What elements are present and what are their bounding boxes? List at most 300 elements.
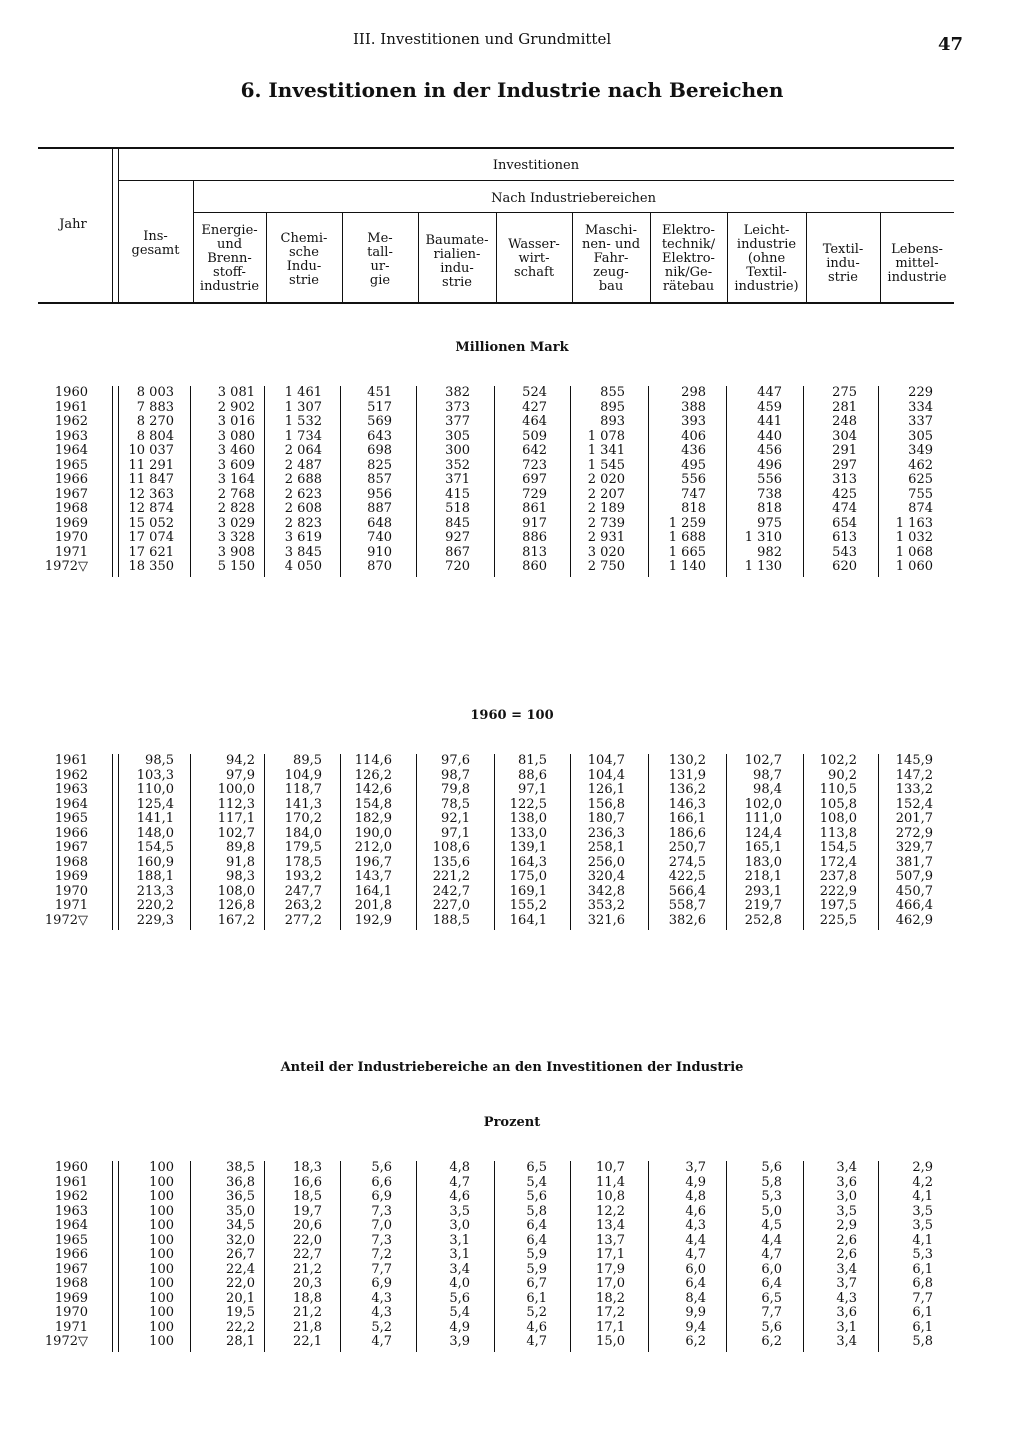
table-cell: 6,5 bbox=[526, 1160, 547, 1175]
table-cell: 15,0 bbox=[596, 1334, 625, 1349]
table-cell: 861 bbox=[522, 501, 547, 516]
table-cell: 6,4 bbox=[761, 1276, 782, 1291]
table-cell: 5,3 bbox=[761, 1189, 782, 1204]
table-cell: 3,5 bbox=[836, 1203, 857, 1219]
table-cell: 242,7 bbox=[432, 883, 470, 899]
table-cell: 139,1 bbox=[509, 840, 547, 855]
table-cell: 4,1 bbox=[912, 1189, 933, 1204]
table-cell: 887 bbox=[367, 501, 392, 516]
table-cell: 556 bbox=[681, 472, 706, 487]
table-cell: 321,6 bbox=[587, 912, 625, 928]
table-cell: 105,8 bbox=[819, 796, 857, 812]
table-cell: 5,9 bbox=[526, 1261, 547, 1277]
row-year: 1967 bbox=[54, 1261, 88, 1277]
table-cell: 422,5 bbox=[668, 869, 706, 884]
table-cell: 6,4 bbox=[685, 1276, 706, 1291]
table-cell: 8 003 bbox=[136, 385, 174, 400]
table-cell: 2 020 bbox=[587, 472, 625, 487]
table-row bbox=[0, 899, 1024, 913]
table-cell: 138,0 bbox=[509, 811, 547, 826]
table-cell: 112,3 bbox=[217, 796, 255, 812]
table-cell: 740 bbox=[367, 530, 392, 545]
table-cell: 5,8 bbox=[526, 1203, 547, 1219]
table-cell: 371 bbox=[445, 472, 470, 487]
table-cell: 895 bbox=[600, 399, 625, 415]
table-cell: 100 bbox=[149, 1305, 174, 1320]
column-header: Textil- indu- strie bbox=[822, 242, 864, 285]
table-cell: 329,7 bbox=[895, 840, 933, 855]
table-cell: 462,9 bbox=[895, 912, 933, 928]
table-cell: 21,2 bbox=[293, 1305, 322, 1320]
column-header: Energie- und Brenn- stoff- industrie bbox=[199, 223, 260, 294]
table-cell: 4,6 bbox=[449, 1189, 470, 1204]
table-cell: 613 bbox=[832, 530, 857, 545]
table-cell: 180,7 bbox=[587, 811, 625, 826]
table-cell: 6,4 bbox=[526, 1232, 547, 1248]
table-row bbox=[0, 754, 1024, 768]
table-cell: 3,0 bbox=[836, 1189, 857, 1204]
table-cell: 4,3 bbox=[371, 1305, 392, 1320]
table-cell: 222,9 bbox=[819, 883, 857, 899]
table-cell: 113,8 bbox=[819, 825, 857, 841]
table-cell: 3 081 bbox=[217, 385, 255, 400]
row-year: 1965 bbox=[54, 1232, 88, 1248]
table-cell: 17 621 bbox=[128, 544, 174, 560]
header-jahr: Jahr bbox=[59, 217, 87, 232]
table-cell: 2 931 bbox=[587, 530, 625, 545]
table-cell: 388 bbox=[681, 399, 706, 415]
table-cell: 10 037 bbox=[128, 443, 174, 458]
table-row bbox=[0, 560, 1024, 574]
table-cell: 13,7 bbox=[596, 1232, 625, 1248]
table-cell: 298 bbox=[681, 385, 706, 400]
table-cell: 110,0 bbox=[136, 782, 174, 797]
header-investitionen: Investitionen bbox=[492, 158, 580, 173]
table-cell: 415 bbox=[445, 486, 470, 502]
table-cell: 104,4 bbox=[587, 767, 625, 783]
table-cell: 5,9 bbox=[526, 1247, 547, 1262]
table-cell: 697 bbox=[522, 472, 547, 487]
table-cell: 4,7 bbox=[449, 1174, 470, 1190]
table-cell: 738 bbox=[757, 486, 782, 502]
table-cell: 377 bbox=[445, 414, 470, 429]
table-cell: 393 bbox=[681, 414, 706, 429]
table-cell: 36,8 bbox=[226, 1174, 255, 1190]
table-cell: 148,0 bbox=[136, 825, 174, 841]
table-cell: 3 908 bbox=[217, 544, 255, 560]
table-cell: 1 341 bbox=[587, 443, 625, 458]
table-row bbox=[0, 769, 1024, 783]
table-cell: 3 460 bbox=[217, 443, 255, 458]
table-cell: 4,7 bbox=[761, 1247, 782, 1262]
table-cell: 874 bbox=[908, 501, 933, 516]
table-cell: 313 bbox=[832, 472, 857, 487]
running-head: III. Investitionen und Grundmittel bbox=[353, 30, 612, 48]
header-nach-bereichen: Nach Industriebereichen bbox=[491, 191, 656, 206]
table-cell: 201,7 bbox=[895, 811, 933, 826]
table-cell: 2,9 bbox=[836, 1218, 857, 1233]
table-cell: 108,6 bbox=[432, 840, 470, 855]
table-cell: 291 bbox=[832, 443, 857, 458]
table-cell: 3,5 bbox=[912, 1218, 933, 1233]
table-cell: 320,4 bbox=[587, 869, 625, 884]
table-cell: 165,1 bbox=[744, 840, 782, 855]
table-row bbox=[0, 856, 1024, 870]
table-cell: 4,0 bbox=[449, 1276, 470, 1291]
table-cell: 2 487 bbox=[284, 457, 322, 473]
table-cell: 3 020 bbox=[587, 544, 625, 560]
table-cell: 102,7 bbox=[744, 753, 782, 768]
row-year: 1972▽ bbox=[44, 559, 88, 574]
table-cell: 277,2 bbox=[284, 912, 322, 928]
table-cell: 22,0 bbox=[293, 1232, 322, 1248]
table-cell: 100 bbox=[149, 1203, 174, 1219]
table-cell: 196,7 bbox=[354, 854, 392, 870]
row-year: 1962 bbox=[54, 414, 88, 429]
table-row bbox=[0, 517, 1024, 531]
row-year: 1970 bbox=[54, 530, 88, 545]
table-row bbox=[0, 914, 1024, 928]
table-cell: 155,2 bbox=[509, 898, 547, 913]
table-cell: 247,7 bbox=[284, 883, 322, 899]
table-cell: 6,7 bbox=[526, 1276, 547, 1291]
table-cell: 2,9 bbox=[912, 1160, 933, 1175]
row-year: 1969 bbox=[54, 869, 88, 884]
table-cell: 97,6 bbox=[441, 753, 470, 768]
table-cell: 104,7 bbox=[587, 753, 625, 768]
table-cell: 130,2 bbox=[668, 753, 706, 768]
table-cell: 90,2 bbox=[828, 767, 857, 783]
table-cell: 518 bbox=[445, 501, 470, 516]
table-cell: 38,5 bbox=[226, 1160, 255, 1175]
table-cell: 78,5 bbox=[441, 796, 470, 812]
table-cell: 4,9 bbox=[685, 1174, 706, 1190]
table-cell: 334 bbox=[908, 399, 933, 415]
table-cell: 3 164 bbox=[217, 472, 255, 487]
column-header: Maschi- nen- und Fahr- zeug- bau bbox=[581, 223, 641, 294]
table-cell: 133,0 bbox=[509, 825, 547, 841]
table-cell: 6,8 bbox=[912, 1276, 933, 1291]
table-cell: 172,4 bbox=[819, 854, 857, 870]
table-cell: 10,8 bbox=[596, 1189, 625, 1204]
row-year: 1964 bbox=[54, 1218, 88, 1233]
table-cell: 818 bbox=[757, 501, 782, 516]
table-cell: 167,2 bbox=[217, 912, 255, 928]
table-cell: 188,5 bbox=[432, 912, 470, 928]
table-row bbox=[0, 812, 1024, 826]
table-cell: 436 bbox=[681, 443, 706, 458]
table-cell: 98,7 bbox=[441, 767, 470, 783]
table-cell: 1 307 bbox=[284, 399, 322, 415]
table-cell: 229 bbox=[908, 385, 933, 400]
table-cell: 143,7 bbox=[354, 869, 392, 884]
table-cell: 4,4 bbox=[761, 1232, 782, 1248]
table-cell: 3,1 bbox=[449, 1247, 470, 1262]
table-cell: 100 bbox=[149, 1189, 174, 1204]
column-header: Me- tall- ur- gie bbox=[367, 231, 393, 288]
table-cell: 507,9 bbox=[895, 869, 933, 884]
table-row bbox=[0, 1161, 1024, 1175]
table-cell: 11 291 bbox=[128, 457, 174, 473]
table-cell: 517 bbox=[367, 399, 392, 415]
table-cell: 188,1 bbox=[136, 869, 174, 884]
row-year: 1972▽ bbox=[44, 1334, 88, 1349]
table-cell: 154,5 bbox=[819, 840, 857, 855]
table-cell: 6,5 bbox=[761, 1290, 782, 1306]
table-cell: 910 bbox=[367, 544, 392, 560]
table-cell: 5,3 bbox=[912, 1247, 933, 1262]
table-cell: 12 874 bbox=[128, 501, 174, 516]
table-cell: 17,1 bbox=[596, 1247, 625, 1262]
table-cell: 3,5 bbox=[912, 1203, 933, 1219]
table-cell: 21,2 bbox=[293, 1261, 322, 1277]
table-cell: 9,9 bbox=[685, 1305, 706, 1320]
table-cell: 17,0 bbox=[596, 1276, 625, 1291]
table-cell: 975 bbox=[757, 515, 782, 531]
table-cell: 466,4 bbox=[895, 898, 933, 913]
table-cell: 18 350 bbox=[128, 559, 174, 574]
table-cell: 2 623 bbox=[284, 486, 322, 502]
table-cell: 36,5 bbox=[226, 1189, 255, 1204]
table-cell: 440 bbox=[757, 428, 782, 444]
table-row bbox=[0, 502, 1024, 516]
table-cell: 110,5 bbox=[819, 782, 857, 797]
table-cell: 8 270 bbox=[136, 414, 174, 429]
table-cell: 108,0 bbox=[819, 811, 857, 826]
table-cell: 184,0 bbox=[284, 825, 322, 841]
table-cell: 250,7 bbox=[668, 840, 706, 855]
table-cell: 19,5 bbox=[226, 1305, 255, 1320]
table-cell: 625 bbox=[908, 472, 933, 487]
table-cell: 17,1 bbox=[596, 1319, 625, 1335]
row-year: 1963 bbox=[54, 782, 88, 797]
table-row bbox=[0, 783, 1024, 797]
table-cell: 352 bbox=[445, 457, 470, 473]
table-cell: 179,5 bbox=[284, 840, 322, 855]
table-cell: 186,6 bbox=[668, 825, 706, 841]
table-cell: 108,0 bbox=[217, 883, 255, 899]
row-year: 1964 bbox=[54, 796, 88, 812]
table-cell: 164,1 bbox=[509, 912, 547, 928]
table-cell: 3,0 bbox=[449, 1218, 470, 1233]
table-cell: 3,1 bbox=[449, 1232, 470, 1248]
row-year: 1968 bbox=[54, 1276, 88, 1291]
row-year: 1967 bbox=[54, 486, 88, 502]
table-cell: 857 bbox=[367, 472, 392, 487]
row-year: 1964 bbox=[54, 443, 88, 458]
column-header: Baumate- rialien- indu- strie bbox=[425, 233, 489, 290]
table-cell: 20,6 bbox=[293, 1218, 322, 1233]
table-row bbox=[0, 488, 1024, 502]
row-year: 1961 bbox=[54, 753, 88, 768]
table-cell: 12 363 bbox=[128, 486, 174, 502]
table-cell: 236,3 bbox=[587, 825, 625, 841]
table-cell: 441 bbox=[757, 414, 782, 429]
table-cell: 118,7 bbox=[284, 782, 322, 797]
table-cell: 474 bbox=[832, 501, 857, 516]
table-cell: 7 883 bbox=[136, 399, 174, 415]
table-cell: 2 823 bbox=[284, 515, 322, 531]
header-investitionen-rule bbox=[118, 180, 954, 181]
table-cell: 524 bbox=[522, 385, 547, 400]
table-cell: 94,2 bbox=[226, 753, 255, 768]
table-cell: 146,3 bbox=[668, 796, 706, 812]
table-cell: 22,1 bbox=[293, 1334, 322, 1349]
table-cell: 100 bbox=[149, 1290, 174, 1306]
table-row bbox=[0, 531, 1024, 545]
table-cell: 201,8 bbox=[354, 898, 392, 913]
table-row bbox=[0, 1277, 1024, 1291]
table-cell: 353,2 bbox=[587, 898, 625, 913]
table-row bbox=[0, 401, 1024, 415]
table-cell: 956 bbox=[367, 486, 392, 502]
table-cell: 17,2 bbox=[596, 1305, 625, 1320]
table-cell: 3 619 bbox=[284, 530, 322, 545]
table-cell: 304 bbox=[832, 428, 857, 444]
row-year: 1961 bbox=[54, 399, 88, 415]
row-year: 1963 bbox=[54, 1203, 88, 1219]
table-cell: 6,1 bbox=[912, 1305, 933, 1320]
table-row bbox=[0, 1321, 1024, 1335]
row-year: 1969 bbox=[54, 515, 88, 531]
table-cell: 2 750 bbox=[587, 559, 625, 574]
table-cell: 406 bbox=[681, 428, 706, 444]
table-cell: 190,0 bbox=[354, 825, 392, 841]
table-cell: 4,3 bbox=[371, 1290, 392, 1306]
header-bereiche-rule bbox=[193, 212, 954, 213]
table-cell: 12,2 bbox=[596, 1203, 625, 1219]
table-cell: 5,8 bbox=[761, 1174, 782, 1190]
table-cell: 4,8 bbox=[449, 1160, 470, 1175]
table-cell: 2 902 bbox=[217, 399, 255, 415]
table-cell: 1 665 bbox=[668, 544, 706, 560]
table-cell: 4,3 bbox=[685, 1218, 706, 1233]
table-cell: 305 bbox=[908, 428, 933, 444]
table-cell: 126,1 bbox=[587, 782, 625, 797]
table-row bbox=[0, 827, 1024, 841]
table-cell: 98,5 bbox=[145, 753, 174, 768]
table-cell: 893 bbox=[600, 414, 625, 429]
table-cell: 9,4 bbox=[685, 1319, 706, 1335]
table-cell: 18,5 bbox=[293, 1189, 322, 1204]
table-cell: 2 828 bbox=[217, 501, 255, 516]
section-label: Anteil der Industriebereiche an den Investitionen der Industrie bbox=[280, 1060, 744, 1075]
table-cell: 98,4 bbox=[753, 782, 782, 797]
table-cell: 178,5 bbox=[284, 854, 322, 870]
table-row bbox=[0, 546, 1024, 560]
table-cell: 5,0 bbox=[761, 1203, 782, 1219]
table-cell: 20,3 bbox=[293, 1276, 322, 1291]
table-cell: 133,2 bbox=[895, 782, 933, 797]
table-cell: 35,0 bbox=[226, 1203, 255, 1219]
table-cell: 164,3 bbox=[509, 854, 547, 870]
table-cell: 8,4 bbox=[685, 1290, 706, 1306]
table-row bbox=[0, 1306, 1024, 1320]
table-row bbox=[0, 415, 1024, 429]
row-year: 1971 bbox=[54, 544, 88, 560]
table-cell: 447 bbox=[757, 385, 782, 400]
table-cell: 19,7 bbox=[293, 1203, 322, 1219]
table-cell: 860 bbox=[522, 559, 547, 574]
table-cell: 160,9 bbox=[136, 854, 174, 870]
row-year: 1971 bbox=[54, 1319, 88, 1335]
table-cell: 272,9 bbox=[895, 825, 933, 841]
table-row bbox=[0, 430, 1024, 444]
table-cell: 867 bbox=[445, 544, 470, 560]
table-cell: 100,0 bbox=[217, 782, 255, 797]
table-cell: 3,5 bbox=[449, 1203, 470, 1219]
row-year: 1971 bbox=[54, 898, 88, 913]
table-cell: 4,8 bbox=[685, 1189, 706, 1204]
table-cell: 1 532 bbox=[284, 414, 322, 429]
table-cell: 7,2 bbox=[371, 1247, 392, 1262]
table-cell: 4,3 bbox=[836, 1290, 857, 1306]
table-cell: 21,8 bbox=[293, 1319, 322, 1335]
table-cell: 252,8 bbox=[744, 912, 782, 928]
table-cell: 92,1 bbox=[441, 811, 470, 826]
row-year: 1965 bbox=[54, 457, 88, 473]
table-cell: 100 bbox=[149, 1276, 174, 1291]
table-cell: 6,4 bbox=[526, 1218, 547, 1233]
table-cell: 97,9 bbox=[226, 767, 255, 783]
table-cell: 22,7 bbox=[293, 1247, 322, 1262]
table-cell: 496 bbox=[757, 457, 782, 473]
table-cell: 220,2 bbox=[136, 898, 174, 913]
table-cell: 6,1 bbox=[912, 1319, 933, 1335]
row-year: 1961 bbox=[54, 1174, 88, 1190]
table-cell: 7,3 bbox=[371, 1232, 392, 1248]
table-cell: 5,2 bbox=[526, 1305, 547, 1320]
table-row bbox=[0, 1219, 1024, 1233]
table-cell: 248 bbox=[832, 414, 857, 429]
column-header: Chemi- sche Indu- strie bbox=[280, 231, 328, 288]
table-cell: 464 bbox=[522, 414, 547, 429]
table-row bbox=[0, 870, 1024, 884]
table-cell: 5,6 bbox=[761, 1160, 782, 1175]
table-cell: 4,6 bbox=[526, 1319, 547, 1335]
table-row bbox=[0, 1292, 1024, 1306]
table-row bbox=[0, 459, 1024, 473]
row-year: 1966 bbox=[54, 825, 88, 841]
table-cell: 16,6 bbox=[293, 1174, 322, 1190]
table-cell: 13,4 bbox=[596, 1218, 625, 1233]
table-cell: 373 bbox=[445, 399, 470, 415]
section-sublabel: Prozent bbox=[483, 1115, 541, 1130]
header-bottom-rule bbox=[38, 302, 954, 304]
table-row bbox=[0, 1263, 1024, 1277]
table-cell: 28,1 bbox=[226, 1334, 255, 1349]
table-row bbox=[0, 386, 1024, 400]
table-cell: 7,7 bbox=[761, 1305, 782, 1320]
table-cell: 102,2 bbox=[819, 753, 857, 768]
table-cell: 1 130 bbox=[744, 559, 782, 574]
table-cell: 100 bbox=[149, 1174, 174, 1190]
table-cell: 154,8 bbox=[354, 796, 392, 812]
table-cell: 2 064 bbox=[284, 443, 322, 458]
table-cell: 258,1 bbox=[587, 840, 625, 855]
table-cell: 382,6 bbox=[668, 912, 706, 928]
table-cell: 15 052 bbox=[128, 515, 174, 531]
table-row bbox=[0, 1248, 1024, 1262]
table-cell: 381,7 bbox=[895, 854, 933, 870]
table-title: 6. Investitionen in der Industrie nach Bereichen bbox=[240, 78, 784, 102]
table-cell: 297 bbox=[832, 457, 857, 473]
column-header: Leicht- industrie (ohne Textil- industrie) bbox=[734, 223, 799, 294]
table-cell: 5,6 bbox=[371, 1160, 392, 1175]
table-cell: 305 bbox=[445, 428, 470, 444]
table-cell: 104,9 bbox=[284, 767, 322, 783]
table-cell: 7,7 bbox=[912, 1290, 933, 1306]
